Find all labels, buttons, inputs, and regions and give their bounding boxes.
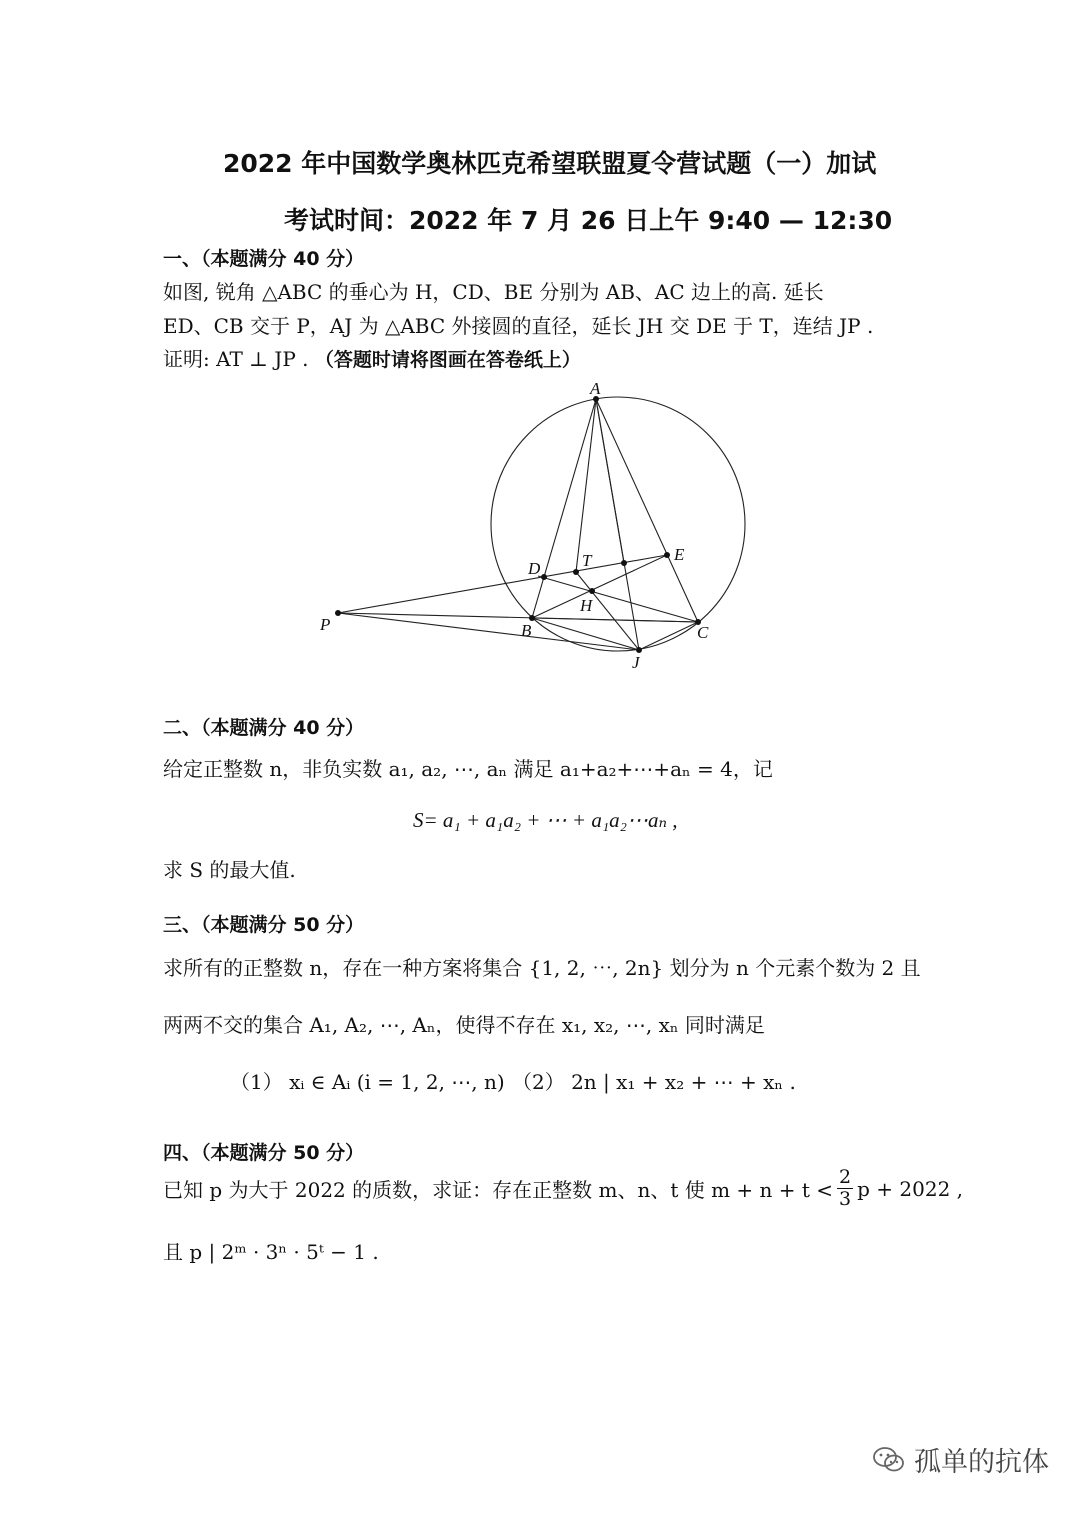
page-title: 2022 年中国数学奥林匹克希望联盟夏令营试题（一）加试 [223,149,877,178]
geometry-figure [310,378,750,678]
problem3-line1: 求所有的正整数 n，存在一种方案将集合 {1, 2, ⋯, 2n} 划分为 n 个元素个数为 2 且 [163,956,921,980]
point-T [573,569,579,575]
segment-BJ [532,618,639,650]
fraction-numerator: 2 [839,1166,852,1188]
circumcircle [491,397,745,651]
point-H [589,588,595,594]
altitude-CD [538,576,698,622]
wechat-icon [872,1446,906,1474]
problem4-heading: 四、（本题满分 50 分） [163,1142,365,1164]
label-T: T [582,551,592,570]
problem1-line3 [163,343,581,372]
segment-AC [596,399,698,622]
watermark-text: 孤单的抗体 [914,1447,1049,1478]
label-P: P [320,615,331,634]
problem4-line2: 且 p | 2ᵐ · 3ⁿ · 5ᵗ − 1 . [163,1240,379,1264]
problem1-line2: ED、CB 交于 P，AJ 为 △ABC 外接圆的直径，延长 JH 交 DE 于 T，连结 JP . [163,314,874,338]
problem4-line1b: p + 2022 , [857,1176,964,1201]
problem1-heading: 一、（本题满分 40 分） [163,248,365,270]
point-E [664,552,670,558]
segment-A-K [596,399,624,563]
segment-AT [576,399,596,572]
problem3-cond1: （1） xᵢ ∈ Aᵢ (i = 1, 2, ⋯, n) [230,1070,505,1094]
problem3-line2: 两两不交的集合 A₁, A₂, ⋯, Aₙ，使得不存在 x₁, x₂, ⋯, xₙ 同时满足 [163,1013,765,1037]
problem1-line1: 如图, 锐角 △ABC 的垂心为 H，CD、BE 分别为 AB、AC 边上的高. 延长 [163,280,824,304]
problem2-formula: S= a₁ + a₁a₂ + ⋯ + a₁a₂⋯aₙ , [413,808,678,832]
problem3-cond2: （2） 2n | x₁ + x₂ + ⋯ + xₙ . [512,1070,796,1094]
label-D: D [528,559,541,578]
problem1-claim: 证明: AT ⊥ JP . [163,347,309,371]
exam-time: 考试时间：2022 年 7 月 26 日上午 9:40 — 12:30 [284,206,893,235]
problem4-line1 [163,1168,963,1209]
label-J: J [632,653,640,672]
problem4-line1a: 已知 p 为大于 2022 的质数，求证：存在正整数 m、n、t 使 m + n + t < [163,1178,834,1202]
problem2-heading: 二、（本题满分 40 分） [163,717,365,739]
line-PJ [338,613,639,650]
point-K [621,560,627,566]
label-C: C [697,623,709,642]
line-PC [338,613,698,622]
fraction-two-thirds [837,1168,853,1209]
altitude-BE [532,555,667,618]
line-PE [338,555,667,613]
problem3-heading: 三、（本题满分 50 分） [163,914,365,936]
point-P [335,610,341,616]
problem2-line1: 给定正整数 n，非负实数 a₁, a₂, ⋯, aₙ 满足 a₁+a₂+⋯+aₙ = 4，记 [163,757,773,781]
watermark [872,1440,1049,1479]
point-D [541,574,547,580]
fraction-denominator: 3 [839,1188,852,1210]
label-E: E [674,545,685,564]
problem1-note: （答题时请将图画在答卷纸上） [314,349,581,371]
label-B: B [521,621,532,640]
label-A: A [590,379,601,398]
segment-JC [639,622,698,650]
problem2-line2: 求 S 的最大值. [163,858,296,882]
label-H: H [580,596,593,615]
